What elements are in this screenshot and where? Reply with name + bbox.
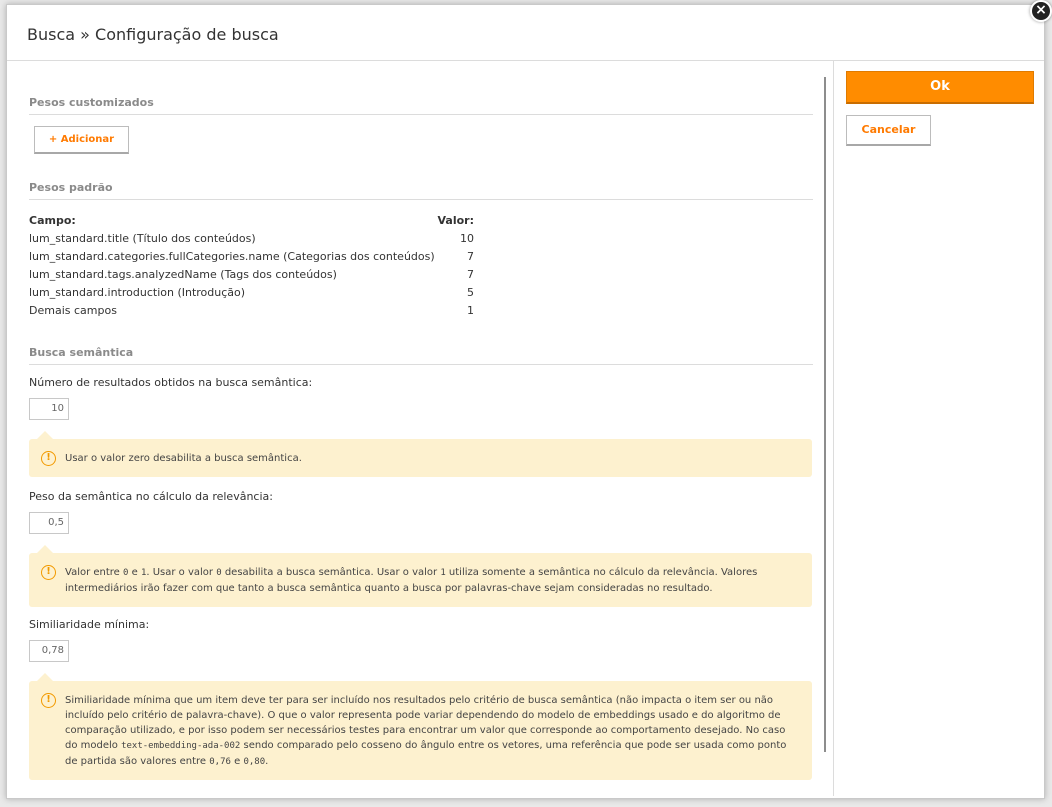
table-row	[29, 248, 489, 266]
value-cell: 5	[467, 286, 474, 299]
semantic-weight-label: Peso da semântica no cálculo da relevância:	[29, 490, 273, 503]
table-header	[29, 212, 489, 230]
results-count-warning	[29, 439, 812, 477]
table-row	[29, 266, 489, 284]
warning-text	[65, 693, 800, 770]
text-part: Similiaridade mínima que um item deve ter para ser incluído nos resultados pelo critério de busca semântica (não impacta o item ser ou não incluído pelo critério de palavra-chave). O que o valor representa pode variar dependendo do modelo de embeddings usado e do algoritmo de comparação utilizado, e por isso podem ser necessários testes para encontrar um valor que corresponde ao comportamento desejado. No caso do modelo	[65, 695, 786, 751]
code-value: 1	[440, 568, 446, 578]
add-weight-button[interactable]: + Adicionar	[34, 126, 129, 154]
code-value: text-embedding-ada-002	[121, 741, 241, 751]
code-value: 0	[123, 568, 129, 578]
search-config-dialog	[6, 4, 1045, 799]
code-value: 1	[140, 568, 147, 578]
table-row	[29, 230, 489, 248]
min-similarity-input[interactable]: 0,78	[29, 640, 69, 662]
code-value: 0,80	[243, 757, 266, 767]
ok-button[interactable]: Ok	[846, 71, 1034, 104]
text-part: e	[230, 756, 244, 767]
column-header-field: Campo:	[29, 214, 76, 227]
code-value: 0,76	[209, 757, 231, 767]
field-cell: lum_standard.tags.analyzedName (Tags dos conteúdos)	[29, 268, 337, 281]
text-part: .	[265, 756, 269, 767]
close-icon[interactable]: ×	[1030, 0, 1052, 22]
field-cell: Demais campos	[29, 304, 117, 317]
min-similarity-label: Similiaridade mínima:	[29, 618, 150, 631]
results-count-label: Número de resultados obtidos na busca semântica:	[29, 376, 313, 389]
value-cell: 10	[460, 232, 474, 245]
semantic-weight-input[interactable]: 0,5	[29, 512, 69, 534]
column-header-value: Valor:	[437, 214, 474, 227]
default-weights-title: Pesos padrão	[29, 181, 813, 200]
value-cell: 7	[467, 250, 474, 263]
min-similarity-warning	[29, 681, 812, 780]
field-cell: lum_standard.categories.fullCategories.name (Categorias dos conteúdos)	[29, 250, 435, 263]
semantic-search-title: Busca semântica	[29, 346, 813, 365]
semantic-weight-warning	[29, 553, 812, 607]
warning-icon: !	[41, 693, 56, 708]
warning-text	[65, 565, 800, 596]
dialog-title: Busca » Configuração de busca	[27, 25, 279, 44]
warning-icon: !	[41, 451, 56, 466]
actions-panel	[833, 61, 1043, 796]
text-part: e	[128, 567, 141, 578]
text-part: Valor entre	[65, 567, 124, 578]
default-weights-table	[29, 212, 489, 320]
value-cell: 1	[467, 304, 474, 317]
value-cell: 7	[467, 268, 474, 281]
warning-icon: !	[41, 565, 56, 580]
field-cell: lum_standard.title (Título dos conteúdos)	[29, 232, 256, 245]
warning-text: Usar o valor zero desabilita a busca semântica.	[65, 453, 302, 464]
text-part: sendo comparado pelo cosseno do ângulo entre os vetores, uma referência que pode ser usada como ponto de partida são valores entre	[65, 740, 787, 767]
text-part: desabilita a busca semântica. Usar o valor	[221, 567, 441, 578]
vertical-scrollbar[interactable]	[824, 77, 826, 752]
table-row	[29, 302, 489, 320]
table-row	[29, 284, 489, 302]
text-part: utiliza somente a semântica no cálculo da relevância. Valores intermediários irão fazer com que tanto a busca semântica quanto a busca por palavras-chave sejam consideradas no resultado.	[65, 567, 758, 594]
results-count-input[interactable]: 10	[29, 398, 69, 420]
text-part: . Usar o valor	[146, 567, 217, 578]
settings-panel	[11, 64, 831, 795]
dialog-header	[7, 5, 1044, 61]
code-value: 0	[216, 568, 222, 578]
custom-weights-title: Pesos customizados	[29, 96, 813, 115]
field-cell: lum_standard.introduction (Introdução)	[29, 286, 246, 299]
cancel-button[interactable]: Cancelar	[846, 115, 931, 146]
